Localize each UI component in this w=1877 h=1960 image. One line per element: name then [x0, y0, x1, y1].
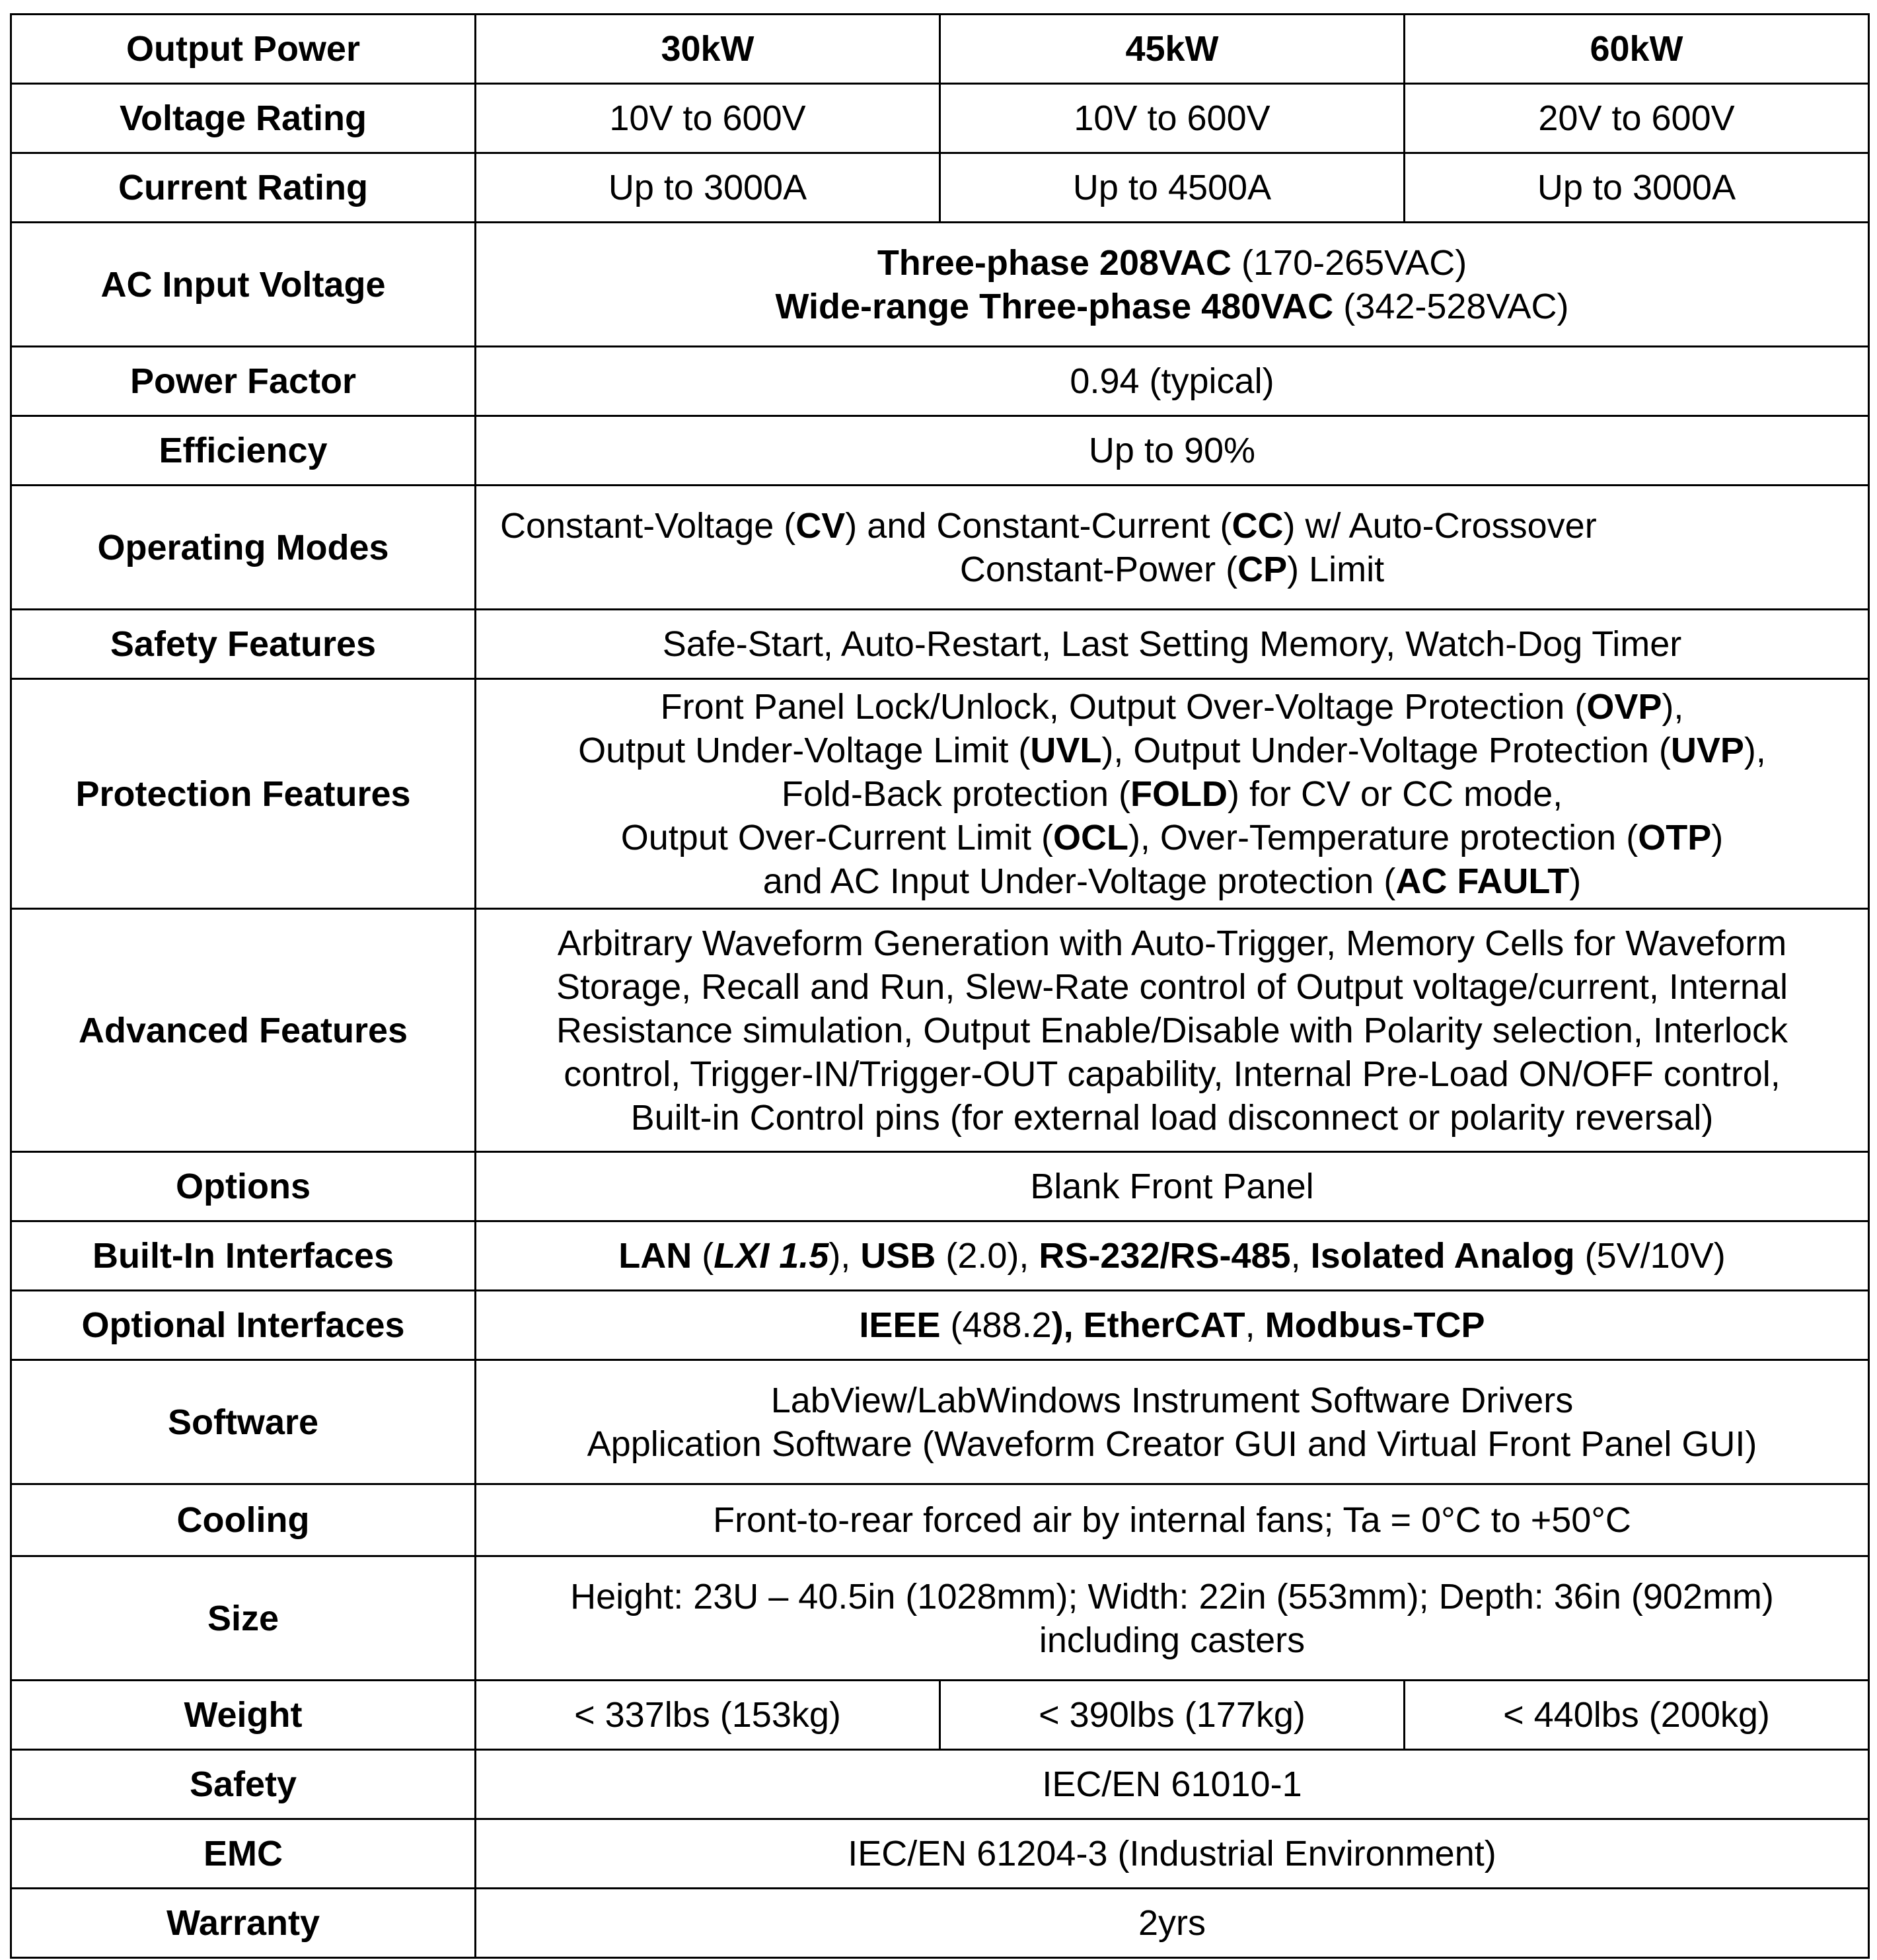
prot-ovp: OVP [1586, 686, 1662, 727]
safety-features-value: Safe-Start, Auto-Restart, Last Setting Memory, Watch-Dog Timer [476, 610, 1869, 679]
operating-modes-value [476, 486, 1869, 610]
advanced-line: Arbitrary Waveform Generation with Auto-Trigger, Memory Cells for Waveform [557, 923, 1787, 963]
built-in-interfaces-value [476, 1221, 1869, 1291]
opt-modbus: Modbus-TCP [1265, 1305, 1485, 1345]
prot-text: ) for CV or CC mode, [1228, 774, 1563, 814]
op-cp: CP [1237, 549, 1288, 589]
prot-text: Output Over-Current Limit ( [620, 817, 1053, 857]
opt-text: (488.2 [940, 1305, 1052, 1345]
prot-ac-fault: AC FAULT [1395, 861, 1570, 901]
table-row [11, 1152, 1869, 1221]
spec-sheet [10, 13, 1870, 1959]
table-row [11, 909, 1869, 1152]
table-row [11, 1681, 1869, 1750]
row-label-protection-features: Protection Features [11, 679, 476, 909]
prot-text: ) [1569, 861, 1582, 901]
row-label-emc: EMC [11, 1819, 476, 1889]
voltage-rating-60kw: 20V to 600V [1405, 84, 1869, 153]
software-line: LabView/LabWindows Instrument Software Drivers [770, 1380, 1574, 1420]
row-label-software: Software [11, 1360, 476, 1484]
weight-45kw: < 390lbs (177kg) [940, 1681, 1405, 1750]
table-row [11, 416, 1869, 486]
ac-input-480-range: (342-528VAC) [1333, 286, 1569, 326]
row-label-ac-input-voltage: AC Input Voltage [11, 223, 476, 347]
current-rating-45kw: Up to 4500A [940, 153, 1405, 223]
prot-text: Output Under-Voltage Limit ( [578, 730, 1031, 770]
table-row [11, 1750, 1869, 1819]
size-value [476, 1556, 1869, 1681]
prot-ocl: OCL [1052, 817, 1128, 857]
table-row [11, 153, 1869, 223]
row-label-voltage-rating: Voltage Rating [11, 84, 476, 153]
table-row [11, 1556, 1869, 1681]
current-rating-30kw: Up to 3000A [476, 153, 940, 223]
software-line: Application Software (Waveform Creator GUI and Virtual Front Panel GUI) [587, 1424, 1757, 1464]
row-label-size: Size [11, 1556, 476, 1681]
efficiency-value: Up to 90% [476, 416, 1869, 486]
size-line: Height: 23U – 40.5in (1028mm); Width: 22in (553mm); Depth: 36in (902mm) [570, 1576, 1774, 1616]
ac-input-208-range: (170-265VAC) [1232, 242, 1467, 283]
prot-uvl: UVL [1030, 730, 1102, 770]
iface-text: , [1290, 1236, 1311, 1276]
table-row [11, 679, 1869, 909]
size-line: including casters [1039, 1620, 1306, 1660]
table-row [11, 1221, 1869, 1291]
prot-uvp: UVP [1670, 730, 1744, 770]
power-factor-value: 0.94 (typical) [476, 347, 1869, 416]
op-cc: CC [1232, 505, 1284, 546]
iface-text: (2.0), [936, 1236, 1039, 1276]
table-row [11, 84, 1869, 153]
row-label-weight: Weight [11, 1681, 476, 1750]
iface-lxi: LXI 1.5 [714, 1236, 829, 1276]
row-label-operating-modes: Operating Modes [11, 486, 476, 610]
prot-text: ), [1744, 730, 1766, 770]
iface-usb: USB [860, 1236, 936, 1276]
software-value [476, 1360, 1869, 1484]
advanced-line: control, Trigger-IN/Trigger-OUT capability, Internal Pre-Load ON/OFF control, [564, 1054, 1781, 1094]
prot-text: and AC Input Under-Voltage protection ( [762, 861, 1396, 901]
table-row [11, 1819, 1869, 1889]
current-rating-60kw: Up to 3000A [1405, 153, 1869, 223]
advanced-line: Resistance simulation, Output Enable/Disable with Polarity selection, Interlock [556, 1010, 1788, 1050]
table-row [11, 1889, 1869, 1958]
table-row [11, 347, 1869, 416]
table-row [11, 486, 1869, 610]
advanced-line: Built-in Control pins (for external load disconnect or polarity reversal) [630, 1097, 1714, 1138]
table-row [11, 610, 1869, 679]
row-label-cooling: Cooling [11, 1484, 476, 1556]
ac-input-208-bold: Three-phase 208VAC [877, 242, 1232, 283]
voltage-rating-45kw: 10V to 600V [940, 84, 1405, 153]
row-label-safety-features: Safety Features [11, 610, 476, 679]
iface-text: (5V/10V) [1574, 1236, 1726, 1276]
options-value: Blank Front Panel [476, 1152, 1869, 1221]
ac-input-voltage-value [476, 223, 1869, 347]
model-60kw-header: 60kW [1405, 15, 1869, 84]
row-label-options: Options [11, 1152, 476, 1221]
voltage-rating-30kw: 10V to 600V [476, 84, 940, 153]
optional-interfaces-value [476, 1291, 1869, 1360]
table-row [11, 1484, 1869, 1556]
advanced-line: Storage, Recall and Run, Slew-Rate control of Output voltage/current, Internal [556, 966, 1788, 1007]
row-label-current-rating: Current Rating [11, 153, 476, 223]
prot-text: ), Output Under-Voltage Protection ( [1101, 730, 1671, 770]
prot-text: ), Over-Temperature protection ( [1128, 817, 1638, 857]
op-text: Constant-Voltage ( [500, 505, 796, 546]
prot-text: Fold-Back protection ( [781, 774, 1131, 814]
table-row [11, 15, 1869, 84]
row-label-optional-interfaces: Optional Interfaces [11, 1291, 476, 1360]
specifications-table [10, 13, 1870, 1959]
prot-otp: OTP [1638, 817, 1712, 857]
row-label-warranty: Warranty [11, 1889, 476, 1958]
prot-text: Front Panel Lock/Unlock, Output Over-Voltage Protection ( [660, 686, 1587, 727]
table-row [11, 1291, 1869, 1360]
row-label-power-factor: Power Factor [11, 347, 476, 416]
op-text: ) and Constant-Current ( [845, 505, 1232, 546]
iface-analog: Isolated Analog [1310, 1236, 1575, 1276]
model-30kw-header: 30kW [476, 15, 940, 84]
opt-ieee: IEEE [859, 1305, 941, 1345]
advanced-features-value [476, 909, 1869, 1152]
table-row [11, 223, 1869, 347]
protection-features-value [476, 679, 1869, 909]
row-label-output-power: Output Power [11, 15, 476, 84]
row-label-safety: Safety [11, 1750, 476, 1819]
prot-text: ), [1662, 686, 1684, 727]
iface-text: ( [692, 1236, 714, 1276]
prot-text: ) [1711, 817, 1724, 857]
op-text: ) w/ Auto-Crossover [1283, 505, 1597, 546]
iface-text: ), [828, 1236, 861, 1276]
cooling-value: Front-to-rear forced air by internal fans; Ta = 0°C to +50°C [476, 1484, 1869, 1556]
iface-rs232: RS-232/RS-485 [1039, 1236, 1291, 1276]
opt-text: , [1245, 1305, 1265, 1345]
prot-fold: FOLD [1130, 774, 1228, 814]
row-label-built-in-interfaces: Built-In Interfaces [11, 1221, 476, 1291]
op-text: Constant-Power ( [959, 549, 1238, 589]
iface-lan: LAN [618, 1236, 692, 1276]
weight-30kw: < 337lbs (153kg) [476, 1681, 940, 1750]
row-label-advanced-features: Advanced Features [11, 909, 476, 1152]
op-cv: CV [795, 505, 846, 546]
model-45kw-header: 45kW [940, 15, 1405, 84]
weight-60kw: < 440lbs (200kg) [1405, 1681, 1869, 1750]
emc-value: IEC/EN 61204-3 (Industrial Environment) [476, 1819, 1869, 1889]
opt-ethercat: ), EtherCAT [1051, 1305, 1245, 1345]
row-label-efficiency: Efficiency [11, 416, 476, 486]
op-text: ) Limit [1287, 549, 1385, 589]
safety-value: IEC/EN 61010-1 [476, 1750, 1869, 1819]
ac-input-480-bold: Wide-range Three-phase 480VAC [775, 286, 1334, 326]
table-row [11, 1360, 1869, 1484]
warranty-value: 2yrs [476, 1889, 1869, 1958]
